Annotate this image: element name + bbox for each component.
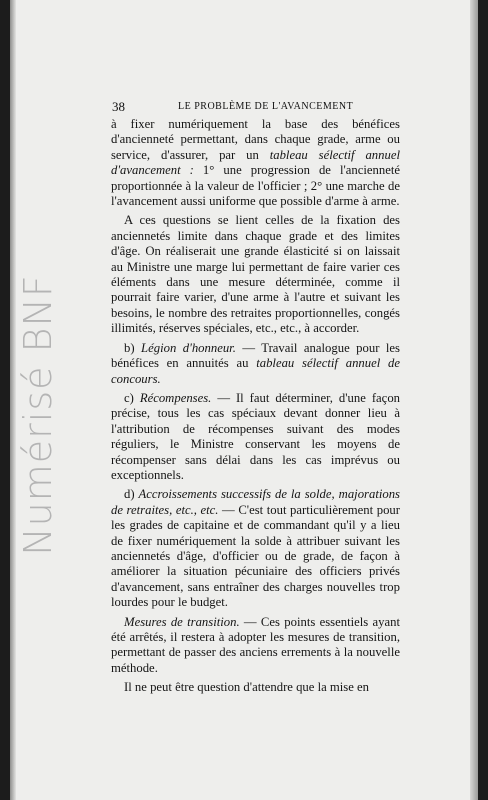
- italic-text: tableau sélectif annuel d'avancement :: [111, 147, 400, 178]
- text-run: — Ces points essentiels ayant été arrêtés, il restera à adopter les mesures de transition, permettant de passer des anciens errements à la nouvelle méthode.: [111, 614, 400, 675]
- text-run: — C'est tout particulièrement pour les grades de capitaine et de commandant qu'il y a lieu de fixer numériquement la solde à attribuer suivant les anciennetés d'âge, d'officier ou de grade, de façon à améliorer la situation pécuniaire des officiers privés d'avancement, sans entraîner des charges nouvelles trop lourdes pour le budget.: [111, 502, 401, 610]
- text-run: — Il faut déterminer, d'une façon précise, tous les cas spéciaux devant donner lieu à l'attribution de récompenses suivant des modes réguliers, le Ministre conservant les moyens de récompenser sans délai dans les cas imprévus ou exceptionnels.: [111, 390, 401, 482]
- text-run: b): [124, 340, 142, 355]
- paragraph: [111, 213, 400, 336]
- text-run: A ces questions se lient celles de la fixation des anciennetés limite dans chaque grade et des limites d'âge. On réaliserait une grande élasticité si on laissait au Ministre une marge lui permettant de faire varier ces éléments dans une mesure déterminée, comme il pourrait faire varier, d'une arme à l'autre et suivant les besoins, le nombre des retraites proportionnelles, congés illimités, réserves spéciales, etc., etc., à accorder.: [111, 213, 400, 336]
- watermark: [8, 270, 68, 560]
- paragraph: [111, 680, 400, 695]
- italic-text: Mesures de transition.: [124, 614, 240, 629]
- text-run: d): [124, 487, 139, 502]
- watermark-text: Numérisé BNF: [16, 274, 61, 556]
- paragraph: [111, 391, 400, 483]
- page-number: 38: [112, 99, 125, 114]
- text-run: Il ne peut être question d'attendre que la mise en: [124, 680, 370, 695]
- italic-text: tableau sélectif annuel de concours.: [111, 356, 400, 386]
- text-run: c): [124, 390, 140, 405]
- running-title: LE PROBLÈME DE L'AVANCEMENT: [178, 101, 354, 112]
- text-run: 1° une progression de l'ancienneté proportionnée à la valeur de l'officier ; 2° une marche de l'avancement aussi uniforme que possible d'arme à arme.: [111, 163, 400, 209]
- paragraph: [111, 117, 400, 209]
- paragraph: [111, 615, 400, 677]
- italic-text: Légion d'honneur.: [141, 340, 236, 355]
- text-run: — Travail analogue pour les bénéfices en annuités au: [111, 340, 400, 371]
- page-header: [112, 99, 397, 115]
- text-run: à fixer numériquement la base des bénéfices d'ancienneté permettant, dans chaque grade, arme ou service, d'assurer, par un: [111, 117, 400, 162]
- paragraph: [111, 341, 400, 387]
- body-text: [111, 117, 400, 700]
- italic-text: Récompenses.: [139, 390, 212, 405]
- italic-text: Accroissements successifs de la solde, majorations de retraites, etc., etc.: [111, 487, 400, 517]
- paragraph: [111, 487, 400, 610]
- page-right-edge: [470, 0, 478, 800]
